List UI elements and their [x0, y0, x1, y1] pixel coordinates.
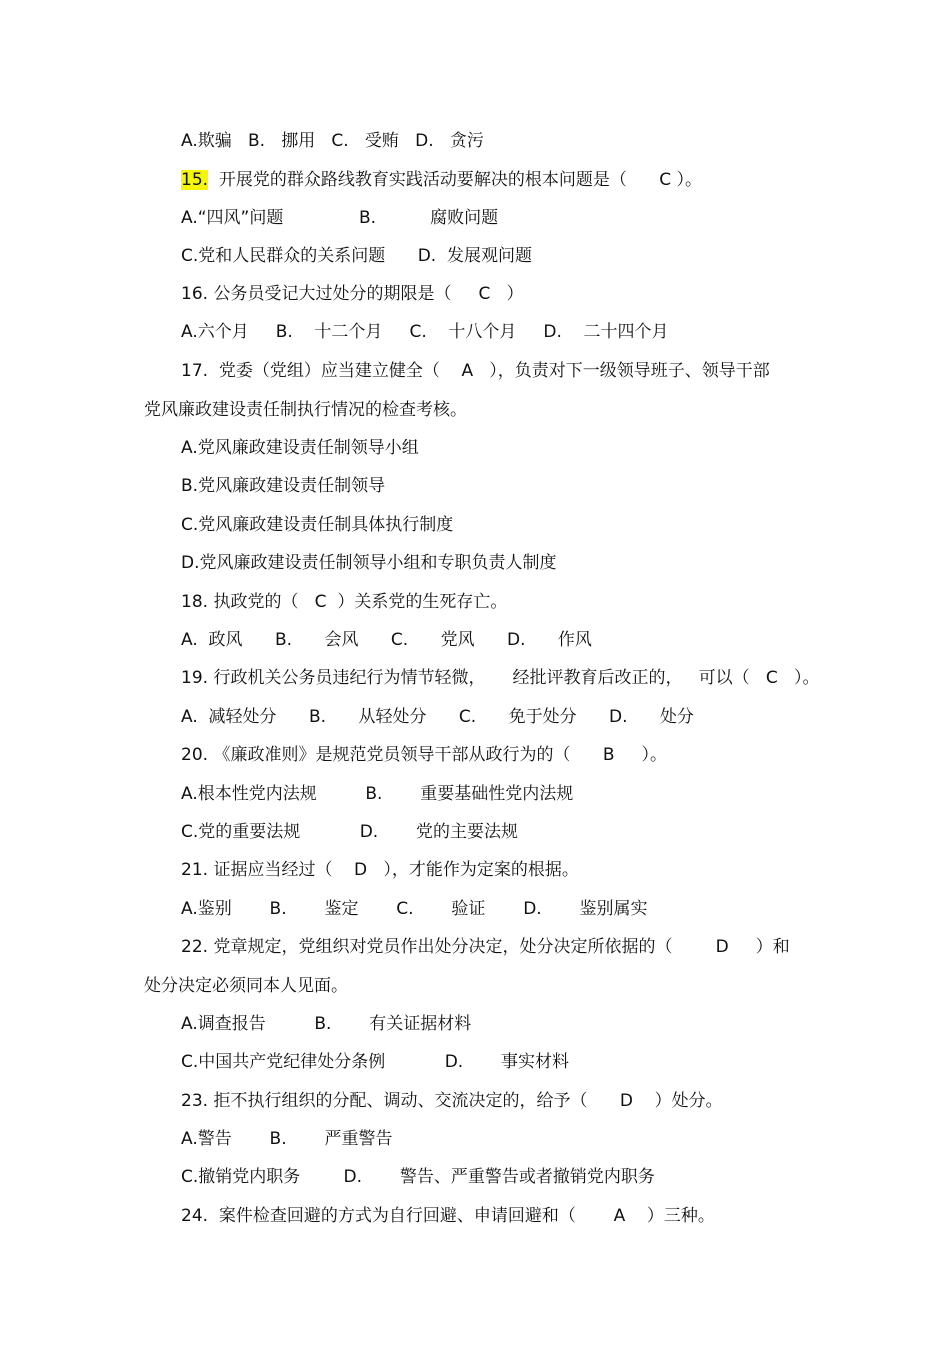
line-26: A.警告 B. 严重警告	[181, 1129, 393, 1149]
line-7: 党风廉政建设责任制执行情况的检查考核。	[144, 400, 467, 420]
line-12: 18. 执政党的（ C ）关系党的生死存亡。	[181, 592, 508, 612]
line-23: A.调查报告 B. 有关证据材料	[181, 1014, 472, 1034]
line-5: A.六个月 B. 十二个月 C. 十八个月 D. 二十四个月	[181, 322, 669, 342]
line-21: 22. 党章规定，党组织对党员作出处分决定，处分决定所依据的（ D ）和	[181, 937, 790, 957]
line-17: A.根本性党内法规 B. 重要基础性党内法规	[181, 784, 574, 804]
line-24: C.中国共产党纪律处分条例 D. 事实材料	[181, 1052, 570, 1072]
line-11: D.党风廉政建设责任制领导小组和专职负责人制度	[181, 553, 557, 573]
line-8: A.党风廉政建设责任制领导小组	[181, 438, 419, 458]
line-6: 17. 党委（党组）应当建立健全（ A ），负责对下一级领导班子、领导干部	[181, 361, 770, 381]
line-28: 24. 案件检查回避的方式为自行回避、申请回避和（ A ）三种。	[181, 1206, 715, 1226]
line-19: 21. 证据应当经过（ D ），才能作为定案的根据。	[181, 860, 579, 880]
line-0: A.欺骗 B. 挪用 C. 受贿 D. 贪污	[181, 131, 484, 151]
line-1-text: 开展党的群众路线教育实践活动要解决的根本问题是（ C ）。	[208, 170, 703, 190]
line-18: C.党的重要法规 D. 党的主要法规	[181, 822, 519, 842]
line-22: 处分决定必须同本人见面。	[144, 976, 348, 996]
line-1	[181, 169, 702, 191]
line-4: 16. 公务员受记大过处分的期限是（ C ）	[181, 284, 524, 304]
line-2: A.“四风”问题 B. 腐败问题	[181, 208, 499, 228]
line-10: C.党风廉政建设责任制具体执行制度	[181, 515, 454, 535]
line-27: C.撤销党内职务 D. 警告、严重警告或者撤销党内职务	[181, 1167, 655, 1187]
line-13: A. 政风 B. 会风 C. 党风 D. 作风	[181, 630, 592, 650]
line-25: 23. 拒不执行组织的分配、调动、交流决定的，给予（ D ）处分。	[181, 1091, 723, 1111]
line-15: A. 减轻处分 B. 从轻处分 C. 免于处分 D. 处分	[181, 707, 694, 727]
question-15-number-highlight: 15.	[181, 170, 209, 190]
line-9: B.党风廉政建设责任制领导	[181, 476, 386, 496]
line-16: 20. 《廉政准则》是规范党员领导干部从政行为的（ B ）。	[181, 745, 668, 765]
line-20: A.鉴别 B. 鉴定 C. 验证 D. 鉴别属实	[181, 899, 648, 919]
line-3: C.党和人民群众的关系问题 D. 发展观问题	[181, 246, 532, 266]
line-14: 19. 行政机关公务员违纪行为情节轻微， 经批评教育后改正的， 可以（ C ）。	[181, 668, 820, 688]
